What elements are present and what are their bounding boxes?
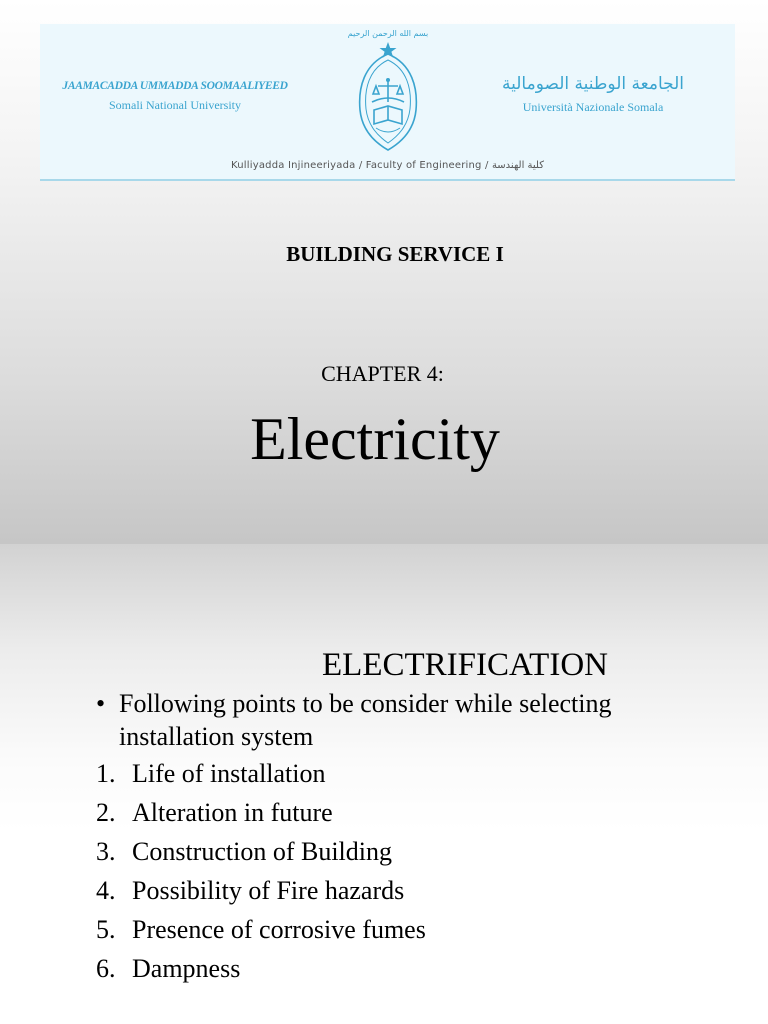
- bullet-point: [96, 687, 616, 753]
- list-number: 3.: [96, 837, 116, 866]
- list-text: Possibility of Fire hazards: [132, 876, 405, 905]
- chapter-label: CHAPTER 4:: [321, 361, 444, 386]
- list-item: [96, 871, 656, 910]
- list-text: Alteration in future: [132, 798, 333, 827]
- english-university-name: Somali National University: [109, 98, 241, 112]
- faculty-line: Kulliyadda Injineeriyada / Faculty of Engineering / كلية الهندسة: [230, 160, 545, 171]
- list-item: [96, 754, 656, 793]
- list-number: 2.: [96, 798, 116, 827]
- list-number: 5.: [96, 915, 116, 944]
- banner-left-names: [40, 80, 310, 113]
- list-number: 6.: [96, 954, 116, 983]
- list-item: [96, 832, 656, 871]
- list-number: 1.: [96, 759, 116, 788]
- university-seal: [343, 28, 433, 160]
- course-title: BUILDING SERVICE I: [286, 242, 504, 266]
- bullet-text: Following points to be consider while selecting installation system: [119, 689, 612, 751]
- arabic-university-name: الجامعة الوطنية الصومالية: [501, 74, 684, 94]
- university-banner: [40, 24, 735, 181]
- list-item: [96, 949, 656, 988]
- list-number: 4.: [96, 876, 116, 905]
- slide-2: [0, 544, 768, 1024]
- banner-right-names: [458, 74, 728, 115]
- seal-emblem-icon: [350, 40, 426, 154]
- numbered-list: [96, 754, 656, 988]
- basmala-text: بسم الله الرحمن الرحيم: [347, 29, 429, 38]
- italian-university-name: Università Nazionale Somala: [522, 100, 664, 114]
- list-text: Presence of corrosive fumes: [132, 915, 426, 944]
- list-text: Life of installation: [132, 759, 326, 788]
- list-item: [96, 793, 656, 832]
- list-item: [96, 910, 656, 949]
- chapter-title: Electricity: [250, 406, 500, 472]
- list-text: Dampness: [132, 954, 241, 983]
- list-text: Construction of Building: [132, 837, 392, 866]
- slide-heading: ELECTRIFICATION: [322, 647, 608, 683]
- bullet-dot-icon: •: [96, 689, 106, 718]
- somali-university-name: JAAMACADDA UMMADDA SOOMAALIYEED: [62, 80, 288, 92]
